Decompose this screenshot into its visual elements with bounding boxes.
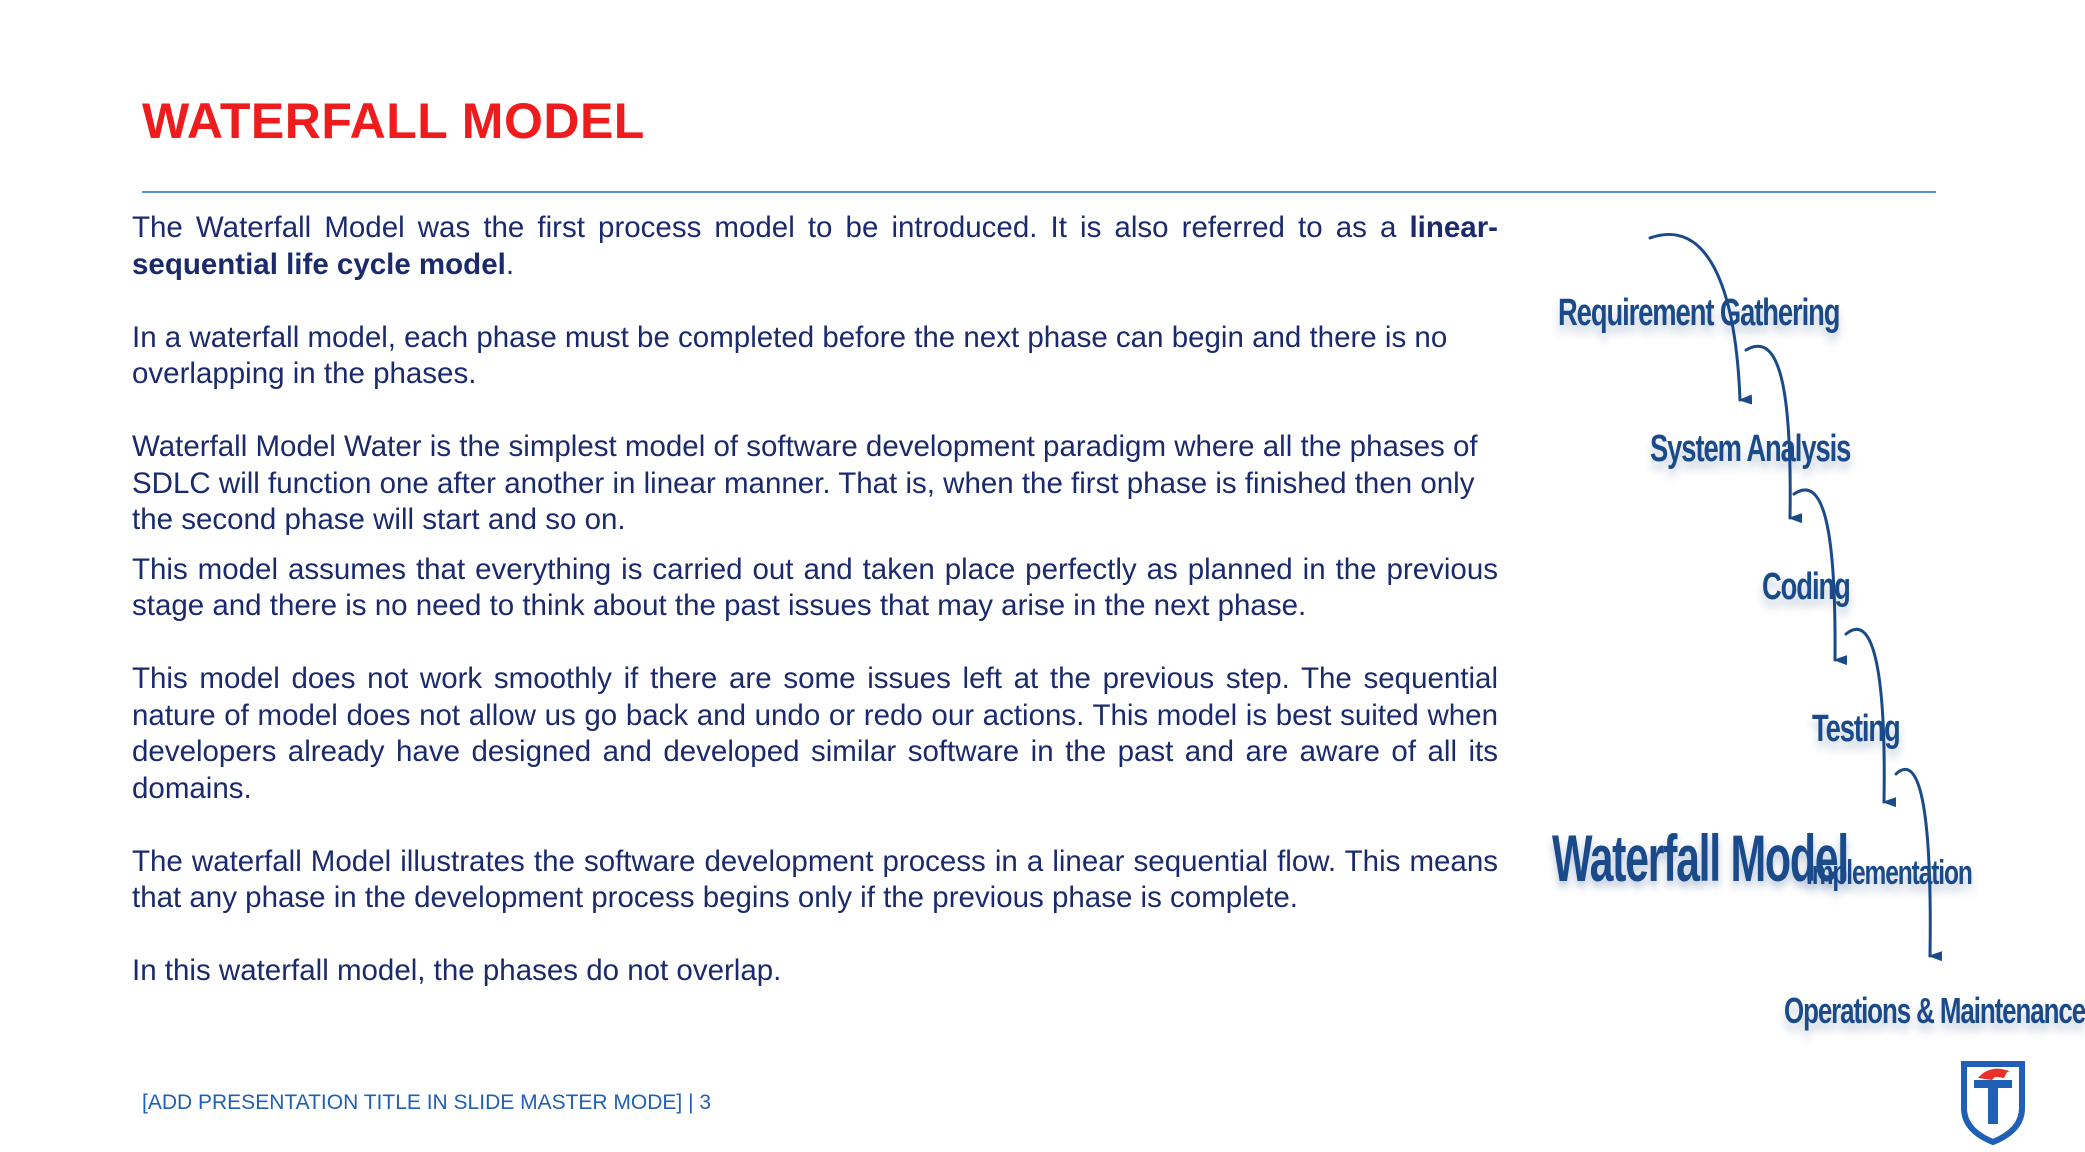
phase-testing: Testing xyxy=(1812,708,1900,750)
paragraph-1-bold: linear-sequential life cycle model xyxy=(132,211,1498,281)
waterfall-diagram xyxy=(1530,210,2085,1070)
phase-implementation: Implementation xyxy=(1806,854,1972,892)
paragraph-3: Waterfall Model Water is the simplest model of software development paradigm where all the phases of SDLC will function one after another in linear manner. That is, when the first phase is finished then only the second phase will start and so on. xyxy=(132,430,1478,536)
slide-body xyxy=(132,210,1498,990)
phase-coding: Coding xyxy=(1762,566,1850,608)
shield-logo-icon xyxy=(1960,1058,2026,1144)
paragraph-1 xyxy=(132,210,1498,283)
slide-footer: [ADD PRESENTATION TITLE IN SLIDE MASTER MODE] | 3 xyxy=(142,1091,712,1114)
paragraph-4: This model assumes that everything is carried out and taken place perfectly as planned in the previous stage and there is no need to think about the past issues that may arise in the next phase. xyxy=(132,552,1498,622)
title-divider xyxy=(142,191,1936,193)
waterfall-arrows-icon xyxy=(1530,210,1990,1070)
phase-system-analysis: System Analysis xyxy=(1650,428,1851,470)
paragraph-7: In this waterfall model, the phases do not overlap. xyxy=(132,954,782,987)
paragraph-1-end: . xyxy=(505,247,515,281)
paragraph-1-text: The Waterfall Model was the first process model to be introduced. It is also referred to as a xyxy=(132,211,1410,244)
paragraph-6: The waterfall Model illustrates the software development process in a linear sequential flow. This means that any phase in the development process begins only if the previous phase is complete. xyxy=(132,844,1498,914)
slide-title: WATERFALL MODEL xyxy=(142,93,645,149)
phase-requirement-gathering: Requirement Gathering xyxy=(1558,292,1840,334)
paragraph-5: This model does not work smoothly if there are some issues left at the previous step. The sequential nature of model does not allow us go back and undo or redo our actions. This model is best suited when developers already have designed and developed similar software in the past and are aware of all its domains. xyxy=(132,662,1498,805)
diagram-label: Waterfall Model xyxy=(1552,821,1848,895)
phase-operations-maintenance: Operations & Maintenance xyxy=(1784,990,2085,1031)
paragraph-2: In a waterfall model, each phase must be completed before the next phase can begin and there is no overlapping in the phases. xyxy=(132,320,1448,390)
